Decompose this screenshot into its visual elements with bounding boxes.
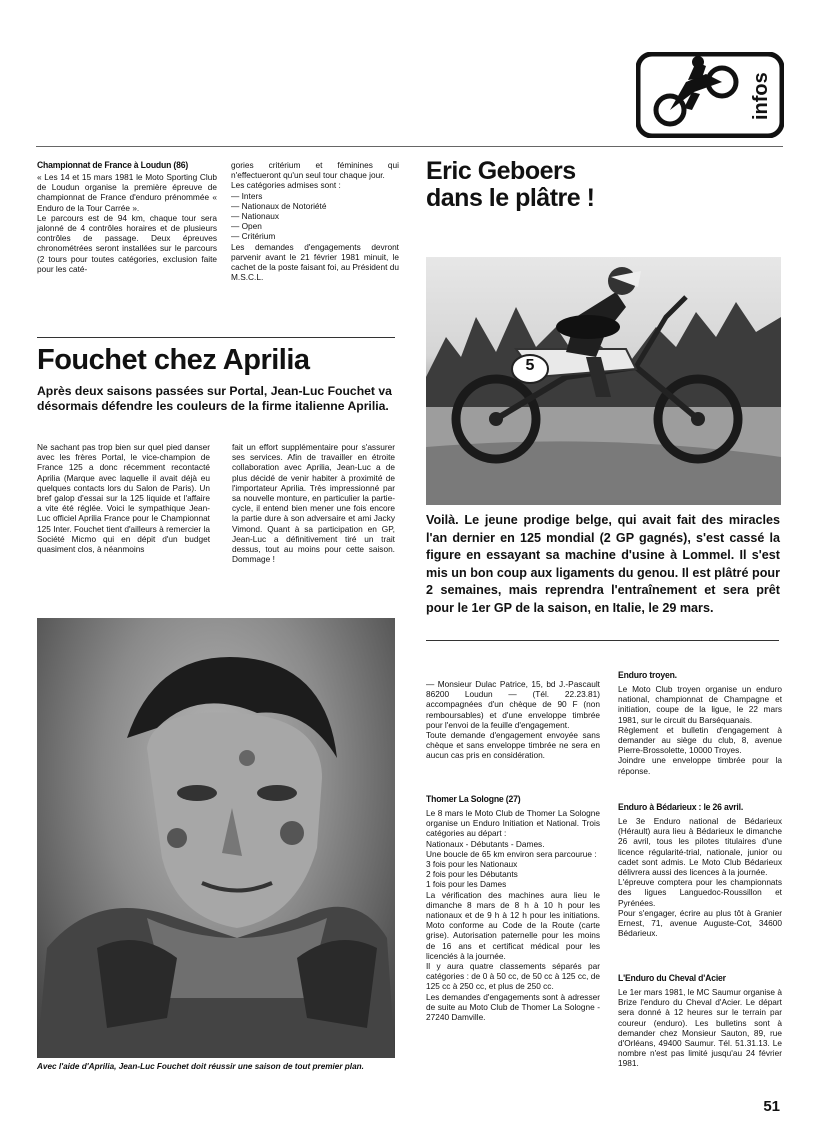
paragraph: Le 3e Enduro national de Bédarieux (Hérault) aura lieu à Bédarieux le dimanche 26 avril, tous les pilotes titulaires d'une licence régularité-trial, nationale, junior ou cadet sont admis. Le Moto Club Bédarieux délivrera aussi des licences à la journée. [618, 816, 782, 878]
cheval-body [618, 987, 782, 1069]
paragraph: — Monsieur Dulac Patrice, 15, bd J.-Pascault 86200 Loudun — (Tél. 22.23.81) accompagnées d'un chèque de 90 F (non remboursables) et d'une enveloppe timbrée pour l'envoi de la feuille d'engagement. [426, 679, 600, 730]
paragraph: Les catégories admises sont : [231, 180, 341, 191]
paragraph: Règlement et bulletin d'engagement à demander au siège du club, 8, avenue Pierre-Brossolette, 10000 Troyes. [618, 724, 782, 756]
paragraph: Le parcours est de 94 km, chaque tour sera jalonné de 4 contrôles horaires et de plusieurs contrôles de passage. Deux épreuves chronométrées seront installées sur le parcours (2 tours pour toutes catégories, exclusion faite pour les caté- [37, 212, 217, 274]
loudun-col2 [231, 160, 399, 282]
loudun-title: Championnat de France à Loudun (86) [37, 160, 189, 171]
geboers-lede: Voilà. Le jeune prodige belge, qui avait fait des miracles l'an dernier en 125 mondial (2 GP gagnés), s'est cassé la figure en essayant sa machine d'usine à Lommel. Il s'est mis un bon coup aux ligaments du genou. Il est plâtré pour 2 semaines, mais reprendra l'entraînement et sera prêt pour le 1er GP de la saison, en Italie, le 29 mars. [426, 513, 780, 615]
bedarieux-body [618, 816, 782, 938]
paragraph: — Inters [231, 190, 263, 201]
paragraph: 1 fois pour les Dames [426, 879, 507, 890]
paragraph: La vérification des machines aura lieu le dimanche 8 mars de 8 h à 10 h pour les nationaux et de 9 h à 12 h pour les initiations. Moto conforme au Code de la Route (carte grise). Autorisation paternelle pour les moins de 16 ans et certificat médical pour les licenciés à la journée. [426, 889, 600, 961]
logo-text: infos [750, 72, 772, 120]
fouchet-col2: fait un effort supplémentaire pour s'assurer ses services. Afin de travailler en étroite collaboration avec Aprilia, Jean-Luc a de plus décidé de venir habiter à proximité de l'importateur Aprilia. Très impressionné par sa nouvelle monture, en particulier la partie-cycle, il entend bien mener une fois encore la partie dure à son adversaire et ami Jacky Vimond. Quant à sa participation en GP, Jean-Luc a définitivement tiré un trait dessus, tout au moins pour cette saison. Dommage ! [232, 442, 395, 565]
section-rule-right [426, 640, 779, 641]
page-number: 51 [763, 1098, 780, 1115]
fouchet-photo [37, 618, 395, 1058]
paragraph: Il y aura quatre classements séparés par catégories : de 0 à 50 cc, de 50 cc à 125 cc, de 125 cc à 250 cc, et plus de 250 cc. [426, 961, 600, 992]
paragraph: 3 fois pour les Nationaux [426, 859, 518, 870]
sologne-title: Thomer La Sologne (27) [426, 794, 521, 805]
paragraph: Les demandes d'engagements sont à adresser de suite au Moto Club de Thomer La Sologne - 27240 Damville. [426, 991, 600, 1023]
cheval-title: L'Enduro du Cheval d'Acier [618, 973, 726, 984]
paragraph: Toute demande d'engagement envoyée sans chèque et sans enveloppe timbrée ne sera en aucun cas pris en considération. [426, 730, 600, 761]
paragraph: Le 8 mars le Moto Club de Thomer La Sologne organise un Enduro Initiation et National. Trois catégories au départ : [426, 808, 600, 839]
geboers-title [426, 158, 786, 212]
geboers-title-line2: dans le plâtre ! [426, 184, 595, 212]
bedarieux-title: Enduro à Bédarieux : le 26 avril. [618, 802, 744, 813]
paragraph: — Nationaux [231, 211, 279, 222]
geboers-photo [426, 257, 781, 505]
paragraph: L'épreuve comptera pour les championnats des ligues Languedoc-Roussillon et Pyrénées. [618, 877, 782, 908]
paragraph: Le 1er mars 1981, le MC Saumur organise à Brize l'enduro du Cheval d'Acier. Le départ sera donné à 12 heures sur le terrain par coureur (enduro). Les bulletins sont à demander chez Monsieur Sauton, 89, rue d'Orléans, 49400 Saumur. Tél. 51.31.13. Le nombre n'est pas limité jusqu'au 24 février 1981. [618, 987, 782, 1069]
loudun-col3 [426, 679, 600, 761]
fouchet-caption: Avec l'aide d'Aprilia, Jean-Luc Fouchet doit réussir une saison de tout premier plan. [37, 1062, 364, 1071]
paragraph: gories critérium et féminines qui n'effectueront qu'un seul tour chaque jour. [231, 160, 399, 181]
fouchet-col1: Ne sachant pas trop bien sur quel pied danser avec les frères Portal, le vice-champion de France 125 a donc récemment recontacté Aprilia (Marque avec laquelle il avait déjà eu quelques contacts lors du Salon de Paris). Un bref galop d'essai sur la 125 liquide et l'affaire a vite été réglée. Voici le sympathique Jean-Luc officiel Aprilia France pour le Championnat 125 Inter. Fouchet tient d'ailleurs à remercier la Société Micmo qui en dépit d'un budget quasiment clos, à néanmoins [37, 442, 210, 555]
paragraph: Nationaux - Débutants - Dames. [426, 838, 545, 849]
paragraph: — Nationaux de Notoriété [231, 200, 327, 211]
fouchet-lede: Après deux saisons passées sur Portal, Jean-Luc Fouchet va désormais défendre les couleurs de la firme italienne Aprilia. [37, 384, 392, 414]
paragraph: Joindre une enveloppe timbrée pour la réponse. [618, 755, 782, 776]
paragraph: 2 fois pour les Débutants [426, 869, 518, 880]
sologne-body [426, 808, 600, 1022]
infos-logo [636, 52, 784, 138]
bike-number: 5 [525, 357, 535, 374]
troyen-body [618, 684, 782, 776]
paragraph: Une boucle de 65 km environ sera parcourue : [426, 848, 597, 859]
paragraph: — Open [231, 221, 262, 232]
geboers-title-line1: Eric Geboers [426, 157, 576, 185]
top-rule [36, 146, 783, 147]
paragraph: — Critérium [231, 231, 276, 242]
paragraph: « Les 14 et 15 mars 1981 le Moto Sporting Club de Loudun organise la première épreuve de championnat de France d'enduro prénommée « Enduro de la Tour Carrée ». [37, 172, 217, 213]
fouchet-title: Fouchet chez Aprilia [37, 344, 310, 376]
section-rule [37, 337, 395, 338]
paragraph: Pour s'engager, écrire au plus tôt à Granier Ernest, 71, avenue Auguste-Cot, 34600 Bédarieux. [618, 907, 782, 939]
loudun-col1 [37, 172, 217, 274]
paragraph: Les demandes d'engagements devront parvenir avant le 21 février 1981 minuit, le cachet de la poste faisant foi, au Président du M.S.C.L. [231, 241, 399, 283]
paragraph: Le Moto Club troyen organise un enduro national, championnat de Champagne et initiation, coupe de la ligue, le 22 mars 1981, sur le circuit du Barséquanais. [618, 684, 782, 725]
troyen-title: Enduro troyen. [618, 670, 677, 681]
